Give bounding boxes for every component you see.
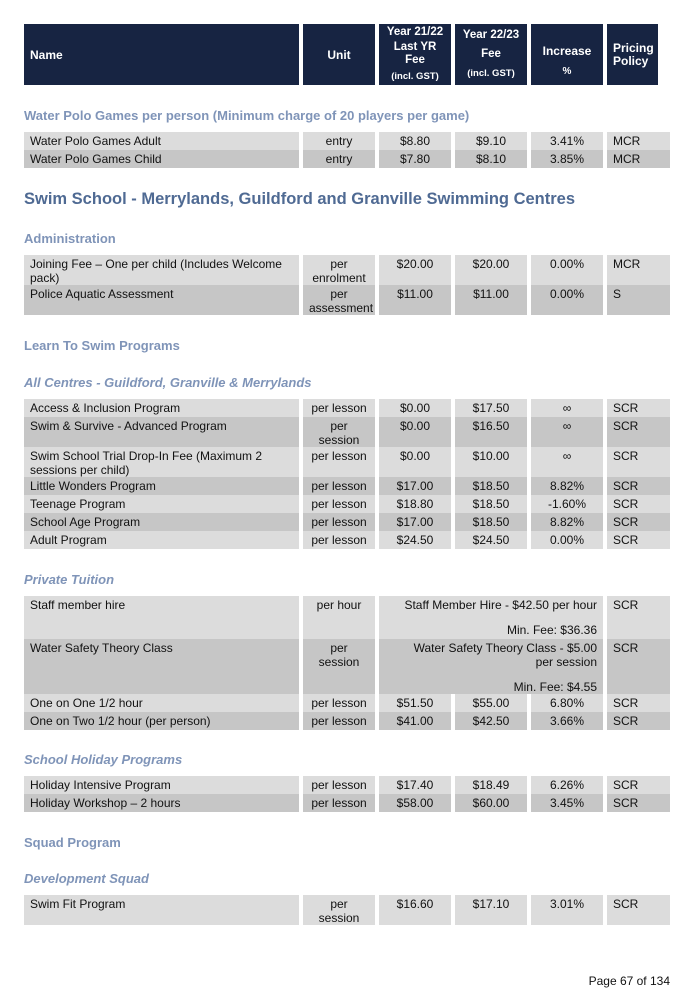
row-increase: 3.66%	[531, 712, 603, 730]
row-increase: 3.85%	[531, 150, 603, 168]
table-row	[24, 447, 670, 477]
row-name: One on One 1/2 hour	[24, 694, 299, 712]
water-polo-table	[24, 132, 670, 168]
row-fee: $55.00	[455, 694, 527, 712]
table-row	[24, 694, 670, 712]
row-last-year-fee: $51.50	[379, 694, 451, 712]
header-unit: Unit	[303, 24, 375, 85]
swim-school-title: Swim School - Merrylands, Guildford and Granville Swimming Centres	[24, 190, 576, 208]
row-fee: $42.50	[455, 712, 527, 730]
table-row	[24, 417, 670, 447]
header-name: Name	[24, 24, 299, 85]
table-row	[24, 477, 670, 495]
row-unit: per lesson	[303, 794, 375, 812]
row-increase: ∞	[531, 447, 603, 477]
table-row	[24, 150, 670, 168]
header-increase-pct: %	[562, 66, 572, 77]
row-name: One on Two 1/2 hour (per person)	[24, 712, 299, 730]
fee-schedule-page	[24, 24, 670, 925]
table-row	[24, 399, 670, 417]
row-fee: $16.50	[455, 417, 527, 447]
row-unit: per assessment	[303, 285, 375, 315]
row-last-year-fee: $17.00	[379, 477, 451, 495]
administration-title: Administration	[24, 231, 116, 246]
row-last-year-fee: $17.40	[379, 776, 451, 794]
all-centres-title: All Centres - Guildford, Granville & Merrylands	[24, 375, 312, 390]
row-increase: 0.00%	[531, 531, 603, 549]
row-last-year-fee: $17.00	[379, 513, 451, 531]
squad-program-title: Squad Program	[24, 835, 121, 850]
table-row	[24, 776, 670, 794]
row-policy: SCR	[607, 694, 670, 712]
row-increase: 3.41%	[531, 132, 603, 150]
header-last-year-top: Year 21/22	[386, 26, 444, 38]
table-row	[24, 895, 670, 925]
table-row	[24, 531, 670, 549]
row-last-year-fee: $18.80	[379, 495, 451, 513]
header-increase-label: Increase	[542, 44, 592, 58]
row-last-year-fee: $41.00	[379, 712, 451, 730]
row-name: Staff member hire	[24, 596, 299, 639]
table-header	[24, 24, 670, 85]
row-fee-description	[379, 639, 603, 694]
fee-description-text: Staff Member Hire - $42.50 per hour	[404, 598, 598, 612]
row-policy: MCR	[607, 255, 670, 285]
row-unit: per session	[303, 417, 375, 447]
row-policy: SCR	[607, 895, 670, 925]
row-name: Water Polo Games Child	[24, 150, 299, 168]
row-policy: SCR	[607, 531, 670, 549]
table-row	[24, 132, 670, 150]
row-policy: S	[607, 285, 670, 315]
administration-table	[24, 255, 670, 315]
header-last-year	[379, 24, 451, 85]
row-last-year-fee: $8.80	[379, 132, 451, 150]
row-policy: SCR	[607, 417, 670, 447]
row-policy: SCR	[607, 447, 670, 477]
header-this-year	[455, 24, 527, 85]
row-fee: $17.50	[455, 399, 527, 417]
header-last-year-sub: (incl. GST)	[391, 71, 439, 82]
row-fee: $17.10	[455, 895, 527, 925]
header-this-year-sub: (incl. GST)	[467, 68, 515, 79]
row-last-year-fee: $0.00	[379, 417, 451, 447]
row-name: Water Safety Theory Class	[24, 639, 299, 694]
row-unit: entry	[303, 132, 375, 150]
row-name: Access & Inclusion Program	[24, 399, 299, 417]
row-policy: SCR	[607, 513, 670, 531]
private-tuition-title: Private Tuition	[24, 572, 115, 587]
row-fee-description	[379, 596, 603, 639]
table-row	[24, 596, 670, 639]
row-increase: 6.80%	[531, 694, 603, 712]
row-increase: -1.60%	[531, 495, 603, 513]
row-policy: SCR	[607, 639, 670, 694]
row-unit: per session	[303, 895, 375, 925]
row-increase: ∞	[531, 417, 603, 447]
min-fee-text: Min. Fee: $4.55	[513, 680, 598, 694]
row-last-year-fee: $58.00	[379, 794, 451, 812]
row-name: Water Polo Games Adult	[24, 132, 299, 150]
row-policy: SCR	[607, 495, 670, 513]
row-increase: 3.45%	[531, 794, 603, 812]
school-holiday-table	[24, 776, 670, 812]
header-this-year-top: Year 22/23	[462, 29, 520, 41]
fee-description-text: Water Safety Theory Class - $5.00 per session	[413, 641, 598, 669]
row-increase: 0.00%	[531, 285, 603, 315]
row-policy: SCR	[607, 776, 670, 794]
table-row	[24, 639, 670, 694]
table-row	[24, 794, 670, 812]
row-name: Police Aquatic Assessment	[24, 285, 299, 315]
row-name: Swim Fit Program	[24, 895, 299, 925]
row-name: Holiday Intensive Program	[24, 776, 299, 794]
row-policy: SCR	[607, 596, 670, 639]
row-unit: per lesson	[303, 531, 375, 549]
row-fee: $9.10	[455, 132, 527, 150]
row-last-year-fee: $7.80	[379, 150, 451, 168]
row-policy: SCR	[607, 399, 670, 417]
water-polo-title: Water Polo Games per person (Minimum charge of 20 players per game)	[24, 108, 470, 123]
learn-to-swim-title: Learn To Swim Programs	[24, 338, 180, 353]
row-fee: $60.00	[455, 794, 527, 812]
row-name: Swim & Survive - Advanced Program	[24, 417, 299, 447]
header-this-year-mid: Fee	[481, 48, 501, 60]
row-unit: per lesson	[303, 694, 375, 712]
table-row	[24, 513, 670, 531]
row-name: Joining Fee – One per child (Includes Welcome pack)	[24, 255, 299, 285]
row-fee: $11.00	[455, 285, 527, 315]
row-name: Teenage Program	[24, 495, 299, 513]
row-unit: entry	[303, 150, 375, 168]
row-increase: 3.01%	[531, 895, 603, 925]
row-fee: $20.00	[455, 255, 527, 285]
row-last-year-fee: $16.60	[379, 895, 451, 925]
header-policy: Pricing Policy	[607, 24, 658, 85]
row-name: Holiday Workshop – 2 hours	[24, 794, 299, 812]
table-row	[24, 495, 670, 513]
row-unit: per lesson	[303, 399, 375, 417]
row-fee: $24.50	[455, 531, 527, 549]
row-increase: 8.82%	[531, 477, 603, 495]
row-policy: SCR	[607, 794, 670, 812]
row-increase: 8.82%	[531, 513, 603, 531]
row-fee: $18.50	[455, 477, 527, 495]
row-fee: $18.50	[455, 495, 527, 513]
row-policy: SCR	[607, 712, 670, 730]
row-policy: MCR	[607, 132, 670, 150]
row-fee: $18.49	[455, 776, 527, 794]
school-holiday-title: School Holiday Programs	[24, 752, 183, 767]
development-squad-table	[24, 895, 670, 925]
development-squad-title: Development Squad	[24, 871, 149, 886]
row-last-year-fee: $24.50	[379, 531, 451, 549]
row-last-year-fee: $20.00	[379, 255, 451, 285]
row-name: Adult Program	[24, 531, 299, 549]
row-unit: per session	[303, 639, 375, 694]
private-tuition-table	[24, 596, 670, 730]
page-number: Page 67 of 134	[588, 974, 670, 988]
row-fee: $18.50	[455, 513, 527, 531]
row-name: Swim School Trial Drop-In Fee (Maximum 2 sessions per child)	[24, 447, 299, 477]
row-unit: per lesson	[303, 447, 375, 477]
row-fee: $8.10	[455, 150, 527, 168]
table-row	[24, 255, 670, 285]
row-unit: per lesson	[303, 495, 375, 513]
row-unit: per hour	[303, 596, 375, 639]
row-unit: per lesson	[303, 477, 375, 495]
row-increase: ∞	[531, 399, 603, 417]
row-unit: per lesson	[303, 513, 375, 531]
row-increase: 6.26%	[531, 776, 603, 794]
header-last-year-mid: Last YR Fee	[393, 41, 437, 66]
row-last-year-fee: $0.00	[379, 399, 451, 417]
all-centres-table	[24, 399, 670, 549]
row-unit: per enrolment	[303, 255, 375, 285]
row-last-year-fee: $11.00	[379, 285, 451, 315]
row-fee: $10.00	[455, 447, 527, 477]
row-last-year-fee: $0.00	[379, 447, 451, 477]
min-fee-text: Min. Fee: $36.36	[506, 623, 598, 637]
table-row	[24, 285, 670, 315]
row-unit: per lesson	[303, 776, 375, 794]
table-row	[24, 712, 670, 730]
row-policy: MCR	[607, 150, 670, 168]
row-policy: SCR	[607, 477, 670, 495]
row-increase: 0.00%	[531, 255, 603, 285]
row-unit: per lesson	[303, 712, 375, 730]
header-increase	[531, 24, 603, 85]
row-name: School Age Program	[24, 513, 299, 531]
row-name: Little Wonders Program	[24, 477, 299, 495]
